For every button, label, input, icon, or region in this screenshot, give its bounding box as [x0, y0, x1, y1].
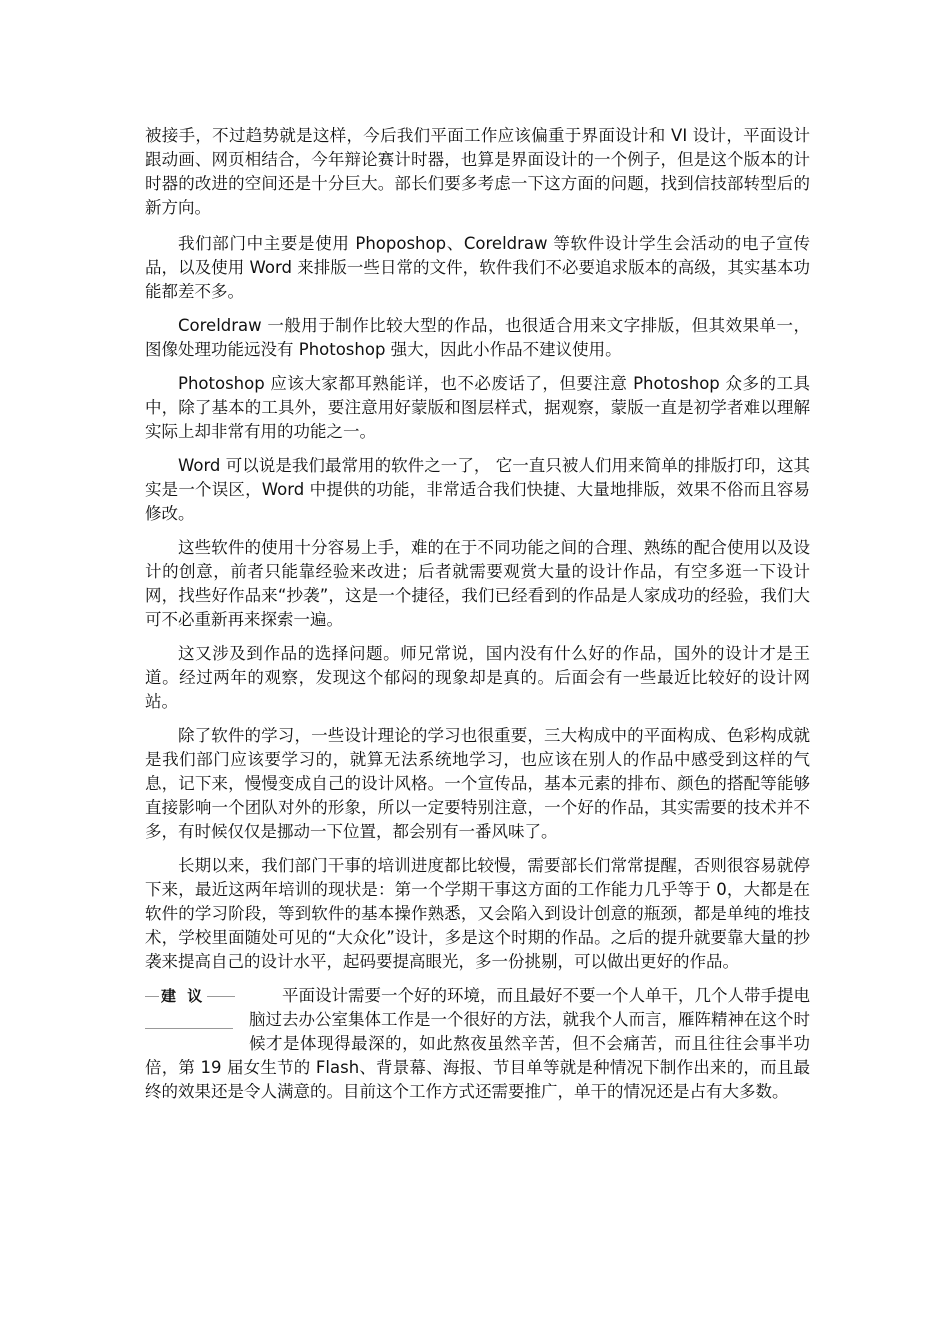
suggestion-section [145, 984, 810, 1104]
suggestion-heading-label: 建 议 [161, 987, 206, 1005]
paragraph-selection: 这又涉及到作品的选择问题。师兄常说，国内没有什么好的作品，国外的设计才是王道。经过两年的观察，发现这个郁闷的现象却是真的。后面会有一些最近比较好的设计网站。 [145, 644, 810, 711]
paragraph-photoshop: Photoshop 应该大家都耳熟能详，也不必废话了，但要注意 Photoshop 众多的工具中，除了基本的工具外，要注意用好蒙版和图层样式，据观察，蒙版一直是初学者难以理解实际上却非常有用的功能之一。 [145, 374, 810, 441]
paragraph-coreldraw: Coreldraw 一般用于制作比较大型的作品，也很适合用来文字排版，但其效果单一，图像处理功能远没有 Photoshop 强大，因此小作品不建议使用。 [145, 316, 810, 359]
paragraph-creativity: 这些软件的使用十分容易上手，难的在于不同功能之间的合理、熟练的配合使用以及设计的创意，前者只能靠经验来改进；后者就需要观赏大量的设计作品，有空多逛一下设计网，找些好作品来“抄袭”，这是一个捷径，我们已经看到的作品是人家成功的经验，我们大可不必重新再来探索一遍。 [145, 538, 810, 629]
paragraph-word: Word 可以说是我们最常用的软件之一了， 它一直只被人们用来简单的排版打印，这其实是一个误区，Word 中提供的功能，非常适合我们快捷、大量地排版，效果不俗而且容易修改。 [145, 456, 810, 523]
heading-rule-right [207, 996, 235, 997]
paragraph-theory: 除了软件的学习，一些设计理论的学习也很重要，三大构成中的平面构成、色彩构成就是我们部门应该要学习的，就算无法系统地学习，也应该在别人的作品中感受到这样的气息，记下来，慢慢变成自己的设计风格。一个宣传品，基本元素的排布、颜色的搭配等能够直接影响一个团队对外的形象，所以一定要特别注意，一个好的作品，其实需要的技术并不多，有时候仅仅是挪动一下位置，都会别有一番风味了。 [145, 726, 810, 841]
paragraph-suggestion: 平面设计需要一个好的环境，而且最好不要一个人单干，几个人带手提电脑过去办公室集体工作是一个很好的方法，就我个人而言，雁阵精神在这个时候才是体现得最深的，如此熬夜虽然辛苦，但不会痛苦，而且往往会事半功倍，第 19 届女生节的 Flash、背景幕、海报、节目单等就是种情况下制作出来的，而且最终的效果还是令人满意的。目前这个工作方式还需要推广，单干的情况还是占有大多数。 [145, 986, 810, 1101]
paragraph-continuation: 被接手，不过趋势就是这样，今后我们平面工作应该偏重于界面设计和 VI 设计，平面设计跟动画、网页相结合，今年辩论赛计时器，也算是界面设计的一个例子，但是这个版本的计时器的改进的空间还是十分巨大。部长们要多考虑一下这方面的问题，找到信技部转型后的新方向。 [145, 126, 810, 217]
suggestion-heading-box [145, 984, 233, 1040]
paragraph-training: 长期以来，我们部门干事的培训进度都比较慢，需要部长们常常提醒，否则很容易就停下来，最近这两年培训的现状是：第一个学期干事这方面的工作能力几乎等于 0，大都是在软件的学习阶段，等到软件的基本操作熟悉，又会陷入到设计创意的瓶颈，都是单纯的堆技术，学校里面随处可见的“大众化”设计，多是这个时期的作品。之后的提升就要靠大量的抄袭来提高自己的设计水平，起码要提高眼光，多一份挑剔，可以做出更好的作品。 [145, 856, 810, 971]
text-column [145, 124, 810, 1114]
paragraph-software-usage: 我们部门中主要是使用 Phoposhop、Coreldraw 等软件设计学生会活动的电子宣传品，以及使用 Word 来排版一些日常的文件，软件我们不必要追求版本的高级，其实基本功能都差不多。 [145, 234, 810, 301]
heading-rule-bottom [145, 1028, 233, 1029]
